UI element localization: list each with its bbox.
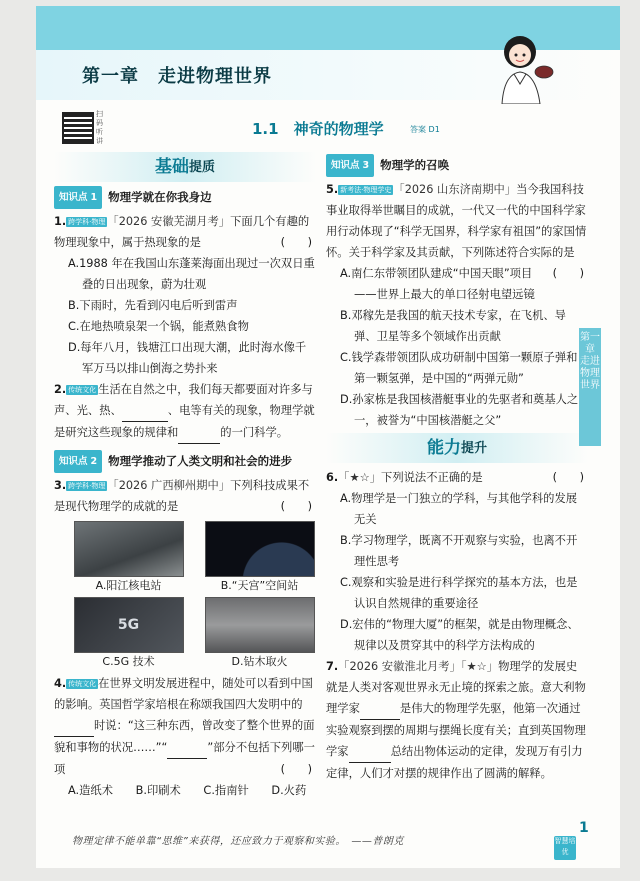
option-c: C.在地热喷泉架一个锅，能煮熟食物 <box>68 320 249 333</box>
knowledge-point-3 <box>326 154 588 177</box>
option-b: B.邓稼先是我国的航天技术专家，在飞机、导弹、卫星等多个领域作出贡献 <box>340 309 566 343</box>
question-tag: 传统文化 <box>68 386 97 394</box>
fill-blank[interactable] <box>349 741 391 763</box>
kp-title: 物理学就在你我身边 <box>108 190 212 204</box>
question-tag: 传统文化 <box>68 680 97 688</box>
fill-blank[interactable] <box>122 400 168 422</box>
question-5: 5. 新考法·物理学史 「2026 山东济南期中」当今我国科技事业取得举世瞩目的成就，一代又一代的中国科学家用行动体现了“科学无国界，科学家有祖国”的家国情怀。关于科学家及其贡献，下列陈述符合实际的是 ( ) A.南仁东带领团队建成“中国天眼”项目——世界上最大的单口径射电望远镜 B.邓稼先是我国的航天技术专家，在飞机、导弹、卫星等多个领域作出贡献 C.钱学森带领团队成功研制中国第一颗原子弹和第一颗氢弹，是中国的“两弹元勋” D.孙家栋是我国核潜艇事业的先驱者和奠基人之一，被誉为“中国核潜艇之父” <box>326 179 588 431</box>
option-b: B.学习物理学，既离不开观察与实验，也离不开理性思考 <box>340 534 578 568</box>
question-tag: 跨学科·物理 <box>68 482 106 490</box>
right-column <box>326 152 588 784</box>
qr-code[interactable] <box>62 112 94 144</box>
question-1: 1. 跨学科·物理 「2026 安徽芜湖月考」下面几个有趣的物理现象中，属于热现象的是 ( ) A.1988 年在我国山东蓬莱海面出现过一次双日重叠的日出现象，蔚为壮观 B.下雨时，先看到闪电后听到雷声 C.在地热喷泉架一个锅，能煮熟食物 D.每年八月，钱塘江口出现大潮，此时海水像千军万马以排山倒海之势扑来 <box>54 211 316 379</box>
chapter-side-tab: 第一章 走进物理世界 <box>579 328 601 446</box>
question-tag: 跨学科·物理 <box>68 218 106 226</box>
option-a: A.1988 年在我国山东蓬莱海面出现过一次双日重叠的日出现象，蔚为壮观 <box>68 257 315 291</box>
question-tag: 新考法·物理学史 <box>340 186 392 194</box>
fill-blank[interactable] <box>178 422 220 444</box>
qr-label: 扫码听讲 <box>96 110 103 145</box>
option-d: D.每年八月，钱塘江口出现大潮，此时海水像千军万马以排山倒海之势扑来 <box>68 341 307 375</box>
kp-tag: 知识点 1 <box>54 186 102 209</box>
answer-parens[interactable]: ( ) <box>280 236 312 249</box>
basic-banner: 基础 提质 <box>54 152 316 182</box>
option-a: A.物理学是一门独立的学科，与其他学科的发展无关 <box>340 492 578 526</box>
nuclear-plant-photo <box>74 521 184 577</box>
question-7: 7.「2026 安徽淮北月考」「★☆」物理学的发展史就是人类对客观世界永无止境的探索之旅。意大利物理学家 是伟大的物理学先驱，他第一次通过实验观察到摆的周期与摆绳长度有关；直到英国物理学家 总结出物体运动的定律，发现万有引力定律，人们才对摆的规律作出了圆满的解释。 <box>326 660 586 780</box>
image-option-d[interactable]: D.钻木取火 <box>203 597 316 671</box>
option-a: A.南仁东带领团队建成“中国天眼”项目——世界上最大的单口径射电望远镜 <box>340 267 535 301</box>
fill-blank[interactable] <box>360 698 400 720</box>
chapter-title <box>82 62 272 88</box>
fill-blank[interactable] <box>167 737 207 759</box>
answer-parens[interactable]: ( ) <box>280 763 312 776</box>
option-d: D.孙家栋是我国核潜艇事业的先驱者和奠基人之一，被誉为“中国核潜艇之父” <box>340 393 579 427</box>
image-option-a[interactable]: A.阳江核电站 <box>72 521 185 595</box>
question-2: 2. 传统文化 生活在自然之中，我们每天都要面对许多与声、光、热、 、电等有关的现象，物理学就是研究这些现象的规律和 的一门科学。 <box>54 379 316 444</box>
left-column <box>54 152 316 801</box>
image-option-b[interactable]: B.“天宫”空间站 <box>203 521 316 595</box>
kp-title: 物理学的召唤 <box>380 158 450 172</box>
page-number: 1 <box>579 820 589 836</box>
footer-quote: 物理定律不能单靠“思维”来获得，还应致力于观察和实验。 ——普朗克 <box>72 836 404 847</box>
answer-reference: 答案 D1 <box>410 125 440 134</box>
kp-title: 物理学推动了人类文明和社会的进步 <box>108 454 293 468</box>
ability-banner: 能力 提升 <box>326 433 588 463</box>
knowledge-point-2 <box>54 450 316 473</box>
image-options <box>54 521 316 671</box>
fill-blank[interactable] <box>54 715 94 737</box>
answer-parens[interactable]: ( ) <box>552 267 584 280</box>
answer-parens[interactable]: ( ) <box>280 500 312 513</box>
brand-logo: 智慧培优 <box>554 836 576 860</box>
option-c: C.钱学森带领团队成功研制中国第一颗原子弹和第一颗氢弹，是中国的“两弹元勋” <box>340 351 578 385</box>
question-6: 6.「★☆」下列说法不正确的是 ( ) A.物理学是一门独立的学科，与其他学科的发展无关 B.学习物理学，既离不开观察与实验，也离不开理性思考 C.观察和实验是进行科学探究的基本方法，也是认识自然规律的重要途径 D.宏伟的“物理大厦”的框架，就是由物理概念、规律以及贯穿其中的科学方法构成的 <box>326 467 588 656</box>
option-c: C.观察和实验是进行科学探究的基本方法，也是认识自然规律的重要途径 <box>340 576 578 610</box>
question-4: 4. 传统文化 在世界文明发展进程中，随处可以看到中国的影响。英国哲学家培根在称颂我国四大发明中的时说：“这三种东西，曾改变了整个世界的面貌和事物的状况……”“ ”部分不包括下列哪一项 ( ) A.造纸术 B.印刷术 C.指南针 D.火药 <box>54 673 316 801</box>
answer-parens[interactable]: ( ) <box>552 471 584 484</box>
image-option-c[interactable]: 5G C.5G 技术 <box>72 597 185 671</box>
option-b: B.下雨时，先看到闪电后听到雷声 <box>68 299 238 312</box>
student-girl-illustration <box>488 28 558 104</box>
chapter-number: 第一章 <box>82 66 139 87</box>
fire-drill-photo <box>205 597 315 653</box>
option-d: D.宏伟的“物理大厦”的框架，就是由物理概念、规律以及贯穿其中的科学方法构成的 <box>340 618 579 652</box>
knowledge-point-1 <box>54 186 316 209</box>
chapter-name: 走进物理世界 <box>158 66 272 87</box>
options-row: A.造纸术 B.印刷术 C.指南针 D.火药 <box>68 784 307 797</box>
kp-tag: 知识点 2 <box>54 450 102 473</box>
section-title: 1.1 神奇的物理学 <box>252 120 384 138</box>
kp-tag: 知识点 3 <box>326 154 374 177</box>
question-3: 3. 跨学科·物理 「2026 广西柳州期中」下列科技成果不是现代物理学的成就的是 ( ) A.阳江核电站 B.“天宫”空间站 5G C.5G 技术 D.钻木取火 <box>54 475 316 671</box>
5g-photo: 5G <box>74 597 184 653</box>
space-station-photo <box>205 521 315 577</box>
